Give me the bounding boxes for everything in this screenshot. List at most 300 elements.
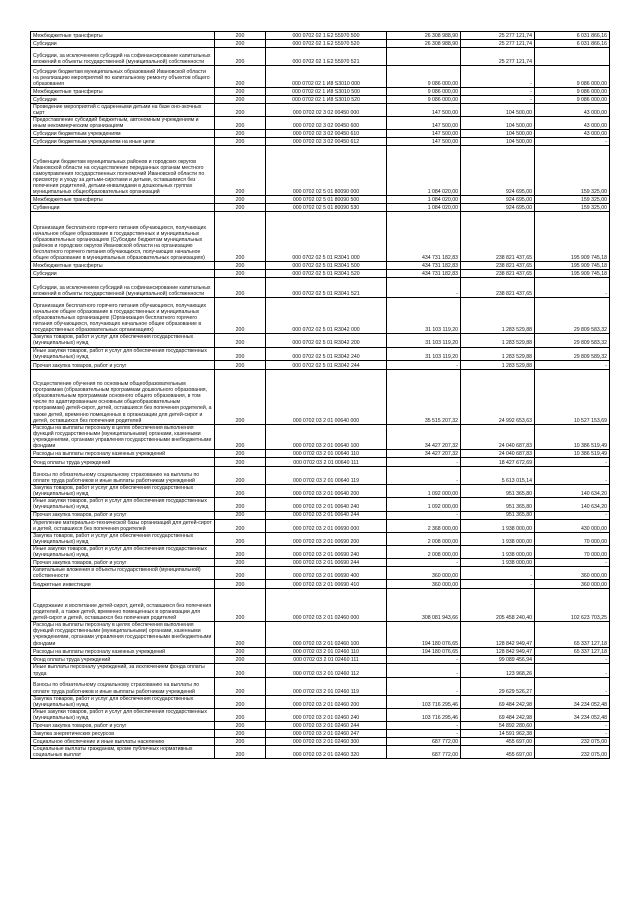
approved-amount-cell: - xyxy=(387,559,461,567)
unexecuted-amount-cell: 232 075,00 xyxy=(535,738,610,746)
table-row xyxy=(31,32,610,40)
expense-name-cell: Межбюджетные трансферты xyxy=(31,196,215,204)
budget-classification-code-cell: 000 0702 02 1 E2 55970 520 xyxy=(266,40,387,48)
executed-amount-cell: - xyxy=(461,580,535,589)
table-row xyxy=(31,96,610,104)
budget-classification-code-cell: 000 0702 03 2 01 02460 300 xyxy=(266,738,387,746)
budget-classification-code-cell: 000 0702 03 2 01 00690 200 xyxy=(266,532,387,545)
table-row xyxy=(31,511,610,519)
line-code-cell: 200 xyxy=(215,48,266,66)
budget-classification-code-cell: 000 0702 03 2 01 02460 000 xyxy=(266,589,387,622)
executed-amount-cell: 24 040 687,83 xyxy=(461,424,535,449)
expense-name-cell: Иные закупки товаров, работ и услуг для обеспечения государственных (муниципальных) нужд xyxy=(31,498,215,511)
executed-amount-cell: 128 842 949,47 xyxy=(461,622,535,647)
line-code-cell: 200 xyxy=(215,622,266,647)
unexecuted-amount-cell: 360 000,00 xyxy=(535,580,610,589)
line-code-cell: 200 xyxy=(215,511,266,519)
table-row xyxy=(31,196,610,204)
executed-amount-cell: - xyxy=(461,96,535,104)
executed-amount-cell: 69 484 242,98 xyxy=(461,708,535,721)
table-row xyxy=(31,204,610,212)
executed-amount-cell: 69 484 242,98 xyxy=(461,695,535,708)
unexecuted-amount-cell: 65 337 127,18 xyxy=(535,647,610,655)
table-row xyxy=(31,647,610,655)
executed-amount-cell: 455 697,00 xyxy=(461,746,535,759)
unexecuted-amount-cell: 9 086 000,00 xyxy=(535,88,610,96)
approved-amount-cell: 434 731 182,83 xyxy=(387,212,461,262)
expense-name-cell: Закупка товаров, работ и услуг для обеспечения государственных (муниципальных) нужд xyxy=(31,334,215,347)
executed-amount-cell: - xyxy=(461,66,535,88)
approved-amount-cell: - xyxy=(387,278,461,298)
approved-amount-cell: 194 180 076,65 xyxy=(387,647,461,655)
budget-classification-code-cell: 000 0702 03 2 01 00690 240 xyxy=(266,545,387,558)
budget-classification-code-cell: 000 0702 02 5 01 R3041 500 xyxy=(266,262,387,270)
expense-name-cell: Расходы на выплаты персоналу в целях обеспечения выполнения функций государственными (муниципальными) органами, казенными учреждениями, органами управления государственными внебюджетными фондами xyxy=(31,622,215,647)
table-row xyxy=(31,589,610,622)
approved-amount-cell: 9 086 000,00 xyxy=(387,96,461,104)
line-code-cell: 200 xyxy=(215,204,266,212)
unexecuted-amount-cell: 6 031 866,16 xyxy=(535,40,610,48)
expense-name-cell: Субвенции xyxy=(31,204,215,212)
expense-name-cell: Субсидии xyxy=(31,270,215,278)
unexecuted-amount-cell: 9 086 000,00 xyxy=(535,96,610,104)
approved-amount-cell: 194 180 076,65 xyxy=(387,622,461,647)
line-code-cell: 200 xyxy=(215,738,266,746)
budget-classification-code-cell: 000 0702 02 5 01 80090 000 xyxy=(266,146,387,196)
approved-amount-cell: 687 772,00 xyxy=(387,738,461,746)
executed-amount-cell: 924 695,00 xyxy=(461,146,535,196)
table-row xyxy=(31,677,610,695)
expense-name-cell: Закупка товаров, работ и услуг для обеспечения государственных (муниципальных) нужд xyxy=(31,532,215,545)
unexecuted-amount-cell: 34 234 052,48 xyxy=(535,695,610,708)
expense-name-cell: Социальное обеспечение и иные выплаты населению xyxy=(31,738,215,746)
approved-amount-cell: 308 081 943,66 xyxy=(387,589,461,622)
line-code-cell: 200 xyxy=(215,708,266,721)
budget-classification-code-cell: 000 0702 02 5 01 80090 500 xyxy=(266,196,387,204)
budget-classification-code-cell: 000 0702 02 1 И8 S3010 000 xyxy=(266,66,387,88)
unexecuted-amount-cell: 70 000,00 xyxy=(535,545,610,558)
budget-classification-code-cell: 000 0702 02 3 02 00450 612 xyxy=(266,138,387,146)
budget-execution-table xyxy=(30,31,610,759)
approved-amount-cell: - xyxy=(387,663,461,677)
unexecuted-amount-cell: - xyxy=(535,655,610,663)
executed-amount-cell: 1 938 000,00 xyxy=(461,545,535,558)
executed-amount-cell: 238 821 437,65 xyxy=(461,212,535,262)
unexecuted-amount-cell: 6 031 866,16 xyxy=(535,32,610,40)
expense-name-cell: Укрепление материально-технической базы организаций для детей-сирот и детей, оставшихся без попечения родителей xyxy=(31,519,215,532)
executed-amount-cell: 951 365,80 xyxy=(461,498,535,511)
executed-amount-cell: 1 283 529,88 xyxy=(461,347,535,360)
line-code-cell: 200 xyxy=(215,130,266,138)
budget-classification-code-cell: 000 0702 03 2 01 02460 240 xyxy=(266,708,387,721)
table-row xyxy=(31,722,610,730)
table-row xyxy=(31,360,610,369)
unexecuted-amount-cell: 195 909 745,18 xyxy=(535,212,610,262)
budget-classification-code-cell: 000 0702 03 2 01 00640 119 xyxy=(266,467,387,485)
table-row xyxy=(31,738,610,746)
approved-amount-cell: 34 427 207,32 xyxy=(387,424,461,449)
expense-name-cell: Закупка товаров, работ и услуг для обеспечения государственных (муниципальных) нужд xyxy=(31,485,215,498)
unexecuted-amount-cell: 360 000,00 xyxy=(535,567,610,580)
executed-amount-cell: 128 842 949,47 xyxy=(461,647,535,655)
line-code-cell: 200 xyxy=(215,369,266,424)
expense-name-cell: Фонд оплаты труда учреждений xyxy=(31,458,215,467)
executed-amount-cell: 951 365,80 xyxy=(461,511,535,519)
executed-amount-cell: 14 591 962,38 xyxy=(461,730,535,738)
unexecuted-amount-cell: 34 234 052,48 xyxy=(535,708,610,721)
unexecuted-amount-cell: - xyxy=(535,730,610,738)
budget-classification-code-cell: 000 0702 03 2 01 02460 110 xyxy=(266,647,387,655)
unexecuted-amount-cell: 159 325,00 xyxy=(535,204,610,212)
line-code-cell: 200 xyxy=(215,347,266,360)
approved-amount-cell: 147 500,00 xyxy=(387,104,461,117)
expense-name-cell: Организация бесплатного горячего питания обучающихся, получающих начальное общее образование в государственных и муниципальных образовательных организациях (Организация бесплатного горячего питания обучающихся, получающих начальное общее образование в государственных образовательных организациях) xyxy=(31,298,215,334)
executed-amount-cell: 104 500,00 xyxy=(461,130,535,138)
expense-name-cell: Субсидии, за исключением субсидий на софинансирование капитальных вложений в объекты государственной (муниципальной) собственности xyxy=(31,278,215,298)
approved-amount-cell: - xyxy=(387,458,461,467)
approved-amount-cell: 2 368 000,00 xyxy=(387,519,461,532)
executed-amount-cell: - xyxy=(461,88,535,96)
table-row xyxy=(31,498,610,511)
approved-amount-cell: - xyxy=(387,511,461,519)
budget-classification-code-cell: 000 0702 02 5 01 R3041 520 xyxy=(266,270,387,278)
line-code-cell: 200 xyxy=(215,746,266,759)
expense-name-cell: Капитальные вложения в объекты государственной (муниципальной) собственности xyxy=(31,567,215,580)
unexecuted-amount-cell: - xyxy=(535,278,610,298)
line-code-cell: 200 xyxy=(215,655,266,663)
expense-name-cell: Осуществление обучения по основным общеобразовательным программам (образовательным программам дошкольного образования, образовательным программам основного общего образования, в том числе по адаптированным основным общеобразовательным программам) детей-сирот, детей, оставшихся без попечения родителей, а также детей, временно помещенных в организации для детей-сирот и детей, оставшихся без попечения родителей xyxy=(31,369,215,424)
unexecuted-amount-cell: 9 086 000,00 xyxy=(535,66,610,88)
executed-amount-cell: 1 283 529,88 xyxy=(461,360,535,369)
line-code-cell: 200 xyxy=(215,117,266,130)
budget-classification-code-cell: 000 0702 03 2 01 00640 200 xyxy=(266,485,387,498)
approved-amount-cell: 31 103 119,20 xyxy=(387,334,461,347)
line-code-cell: 200 xyxy=(215,695,266,708)
expense-name-cell: Иные выплаты персоналу учреждений, за исключением фонда оплаты труда xyxy=(31,663,215,677)
expense-name-cell: Расходы на выплаты персоналу в целях обеспечения выполнения функций государственными (муниципальными) органами, казенными учреждениями, органами управления государственными внебюджетными фондами xyxy=(31,424,215,449)
line-code-cell: 200 xyxy=(215,146,266,196)
budget-classification-code-cell: 000 0702 03 2 01 02460 111 xyxy=(266,655,387,663)
unexecuted-amount-cell: 70 000,00 xyxy=(535,532,610,545)
executed-amount-cell: 1 938 000,00 xyxy=(461,532,535,545)
approved-amount-cell: - xyxy=(387,655,461,663)
line-code-cell: 200 xyxy=(215,138,266,146)
expense-name-cell: Взносы по обязательному социальному страхованию на выплаты по оплате труда работников и иные выплаты работникам учреждений xyxy=(31,467,215,485)
budget-classification-code-cell: 000 0702 02 5 01 80090 530 xyxy=(266,204,387,212)
executed-amount-cell: 238 821 437,65 xyxy=(461,262,535,270)
unexecuted-amount-cell: 29 809 583,32 xyxy=(535,334,610,347)
expense-name-cell: Прочая закупка товаров, работ и услуг xyxy=(31,722,215,730)
budget-classification-code-cell: 000 0702 03 2 01 00640 110 xyxy=(266,450,387,458)
table-row xyxy=(31,622,610,647)
table-row xyxy=(31,104,610,117)
unexecuted-amount-cell: 29 809 589,32 xyxy=(535,347,610,360)
expense-name-cell: Расходы на выплаты персоналу казенных учреждений xyxy=(31,450,215,458)
expense-name-cell: Прочая закупка товаров, работ и услуг xyxy=(31,360,215,369)
executed-amount-cell: 1 938 000,00 xyxy=(461,559,535,567)
budget-classification-code-cell: 000 0702 03 2 01 02460 247 xyxy=(266,730,387,738)
table-row xyxy=(31,708,610,721)
budget-classification-code-cell: 000 0702 02 5 01 R3042 200 xyxy=(266,334,387,347)
expense-name-cell: Предоставление субсидий бюджетным, автономным учреждениям и иным некоммерческим организациям xyxy=(31,117,215,130)
approved-amount-cell xyxy=(387,48,461,66)
budget-classification-code-cell: 000 0702 03 2 01 00690 000 xyxy=(266,519,387,532)
expense-name-cell: Организация бесплатного горячего питания обучающихся, получающих начальное общее образование в государственных и муниципальных образовательных организациях (Субсидии бюджетам муниципальных районов и городских округов Ивановской области на организацию бесплатного горячего питания обучающихся, получающих начальное общее образование в муниципальных образовательных организациях) xyxy=(31,212,215,262)
approved-amount-cell: 434 731 182,83 xyxy=(387,262,461,270)
expense-name-cell: Субсидии xyxy=(31,96,215,104)
approved-amount-cell: 1 092 000,00 xyxy=(387,485,461,498)
unexecuted-amount-cell: 430 000,00 xyxy=(535,519,610,532)
line-code-cell: 200 xyxy=(215,730,266,738)
executed-amount-cell: 1 938 000,00 xyxy=(461,519,535,532)
expense-name-cell: Социальные выплаты гражданам, кроме публичных нормативных социальных выплат xyxy=(31,746,215,759)
budget-classification-code-cell: 000 0702 02 1 E2 55970 500 xyxy=(266,32,387,40)
table-row xyxy=(31,450,610,458)
line-code-cell: 200 xyxy=(215,298,266,334)
line-code-cell: 200 xyxy=(215,262,266,270)
unexecuted-amount-cell: 195 909 745,18 xyxy=(535,270,610,278)
unexecuted-amount-cell: - xyxy=(535,138,610,146)
table-row xyxy=(31,663,610,677)
executed-amount-cell: 455 697,00 xyxy=(461,738,535,746)
line-code-cell: 200 xyxy=(215,32,266,40)
budget-classification-code-cell: 000 0702 03 2 01 00640 111 xyxy=(266,458,387,467)
approved-amount-cell: 35 515 207,32 xyxy=(387,369,461,424)
table-row xyxy=(31,655,610,663)
unexecuted-amount-cell: 159 325,00 xyxy=(535,196,610,204)
line-code-cell: 200 xyxy=(215,519,266,532)
table-row xyxy=(31,580,610,589)
approved-amount-cell: 1 084 020,00 xyxy=(387,204,461,212)
approved-amount-cell: 1 084 020,00 xyxy=(387,146,461,196)
unexecuted-amount-cell: - xyxy=(535,677,610,695)
expense-name-cell: Иные закупки товаров, работ и услуг для обеспечения государственных (муниципальных) нужд xyxy=(31,708,215,721)
line-code-cell: 200 xyxy=(215,580,266,589)
executed-amount-cell: 24 992 653,63 xyxy=(461,369,535,424)
unexecuted-amount-cell: - xyxy=(535,663,610,677)
budget-classification-code-cell: 000 0702 02 1 И8 S3010 500 xyxy=(266,88,387,96)
expense-name-cell: Субсидии бюджетам муниципальных образований Ивановской области на реализацию мероприятий по капитальному ремонту объектов общего образования xyxy=(31,66,215,88)
unexecuted-amount-cell: - xyxy=(535,559,610,567)
expense-name-cell: Расходы на выплаты персоналу казенных учреждений xyxy=(31,647,215,655)
expense-name-cell: Закупка товаров, работ и услуг для обеспечения государственных (муниципальных) нужд xyxy=(31,695,215,708)
unexecuted-amount-cell: - xyxy=(535,722,610,730)
executed-amount-cell: 1 283 529,88 xyxy=(461,298,535,334)
expense-name-cell: Содержание и воспитание детей-сирот, детей, оставшихся без попечения родителей, а также детей, временно помещенных в организации для детей-сирот и детей, оставшихся без попечения родителей xyxy=(31,589,215,622)
executed-amount-cell: 951 365,80 xyxy=(461,485,535,498)
budget-classification-code-cell: 000 0702 03 2 01 02460 112 xyxy=(266,663,387,677)
unexecuted-amount-cell: 140 634,20 xyxy=(535,498,610,511)
approved-amount-cell: 2 008 000,00 xyxy=(387,532,461,545)
budget-classification-code-cell: 000 0702 02 3 02 00450 600 xyxy=(266,117,387,130)
line-code-cell: 200 xyxy=(215,196,266,204)
approved-amount-cell: 9 086 000,00 xyxy=(387,88,461,96)
budget-classification-code-cell: 000 0702 03 2 01 00640 100 xyxy=(266,424,387,449)
expense-name-cell: Взносы по обязательному социальному страхованию на выплаты по оплате труда работников и иные выплаты работникам учреждений xyxy=(31,677,215,695)
executed-amount-cell: 238 821 437,65 xyxy=(461,278,535,298)
executed-amount-cell: 238 821 437,65 xyxy=(461,270,535,278)
executed-amount-cell: 25 277 121,74 xyxy=(461,32,535,40)
line-code-cell: 200 xyxy=(215,722,266,730)
line-code-cell: 200 xyxy=(215,104,266,117)
executed-amount-cell: 924 695,00 xyxy=(461,204,535,212)
executed-amount-cell: 18 427 672,69 xyxy=(461,458,535,467)
unexecuted-amount-cell: 43 000,00 xyxy=(535,130,610,138)
executed-amount-cell: 104 500,00 xyxy=(461,104,535,117)
approved-amount-cell: 31 103 119,20 xyxy=(387,347,461,360)
approved-amount-cell: 31 103 119,20 xyxy=(387,298,461,334)
executed-amount-cell: 1 283 529,88 xyxy=(461,334,535,347)
budget-classification-code-cell: 000 0702 03 2 01 02460 244 xyxy=(266,722,387,730)
approved-amount-cell: - xyxy=(387,360,461,369)
approved-amount-cell: 103 716 295,46 xyxy=(387,708,461,721)
line-code-cell: 200 xyxy=(215,212,266,262)
expense-name-cell: Фонд оплаты труда учреждений xyxy=(31,655,215,663)
line-code-cell: 200 xyxy=(215,589,266,622)
line-code-cell: 200 xyxy=(215,559,266,567)
unexecuted-amount-cell: 43 000,00 xyxy=(535,104,610,117)
table-body xyxy=(31,32,610,759)
expense-name-cell: Субсидии, за исключением субсидий на софинансирование капитальных вложений в объекты государственной (муниципальной) собственности xyxy=(31,48,215,66)
expense-name-cell: Закупка энергетических ресурсов xyxy=(31,730,215,738)
expense-name-cell: Прочая закупка товаров, работ и услуг xyxy=(31,559,215,567)
budget-classification-code-cell: 000 0702 03 2 01 00640 000 xyxy=(266,369,387,424)
table-row xyxy=(31,695,610,708)
budget-classification-code-cell: 000 0702 02 5 01 R3042 000 xyxy=(266,298,387,334)
executed-amount-cell: 123 968,26 xyxy=(461,663,535,677)
approved-amount-cell: - xyxy=(387,730,461,738)
budget-classification-code-cell: 000 0702 03 2 01 00690 400 xyxy=(266,567,387,580)
unexecuted-amount-cell: 159 325,00 xyxy=(535,146,610,196)
approved-amount-cell: 147 500,00 xyxy=(387,130,461,138)
table-row xyxy=(31,467,610,485)
budget-classification-code-cell: 000 0702 02 1 И8 S3010 520 xyxy=(266,96,387,104)
table-row xyxy=(31,519,610,532)
line-code-cell: 200 xyxy=(215,647,266,655)
executed-amount-cell: - xyxy=(461,567,535,580)
budget-classification-code-cell: 000 0702 03 2 01 00690 244 xyxy=(266,559,387,567)
executed-amount-cell: 5 613 015,14 xyxy=(461,467,535,485)
expense-name-cell: Межбюджетные трансферты xyxy=(31,32,215,40)
approved-amount-cell: 360 000,00 xyxy=(387,567,461,580)
approved-amount-cell: 147 500,00 xyxy=(387,117,461,130)
table-row xyxy=(31,559,610,567)
line-code-cell: 200 xyxy=(215,532,266,545)
unexecuted-amount-cell: 10 527 153,69 xyxy=(535,369,610,424)
expense-name-cell: Субвенции бюджетам муниципальных районов и городских округов Ивановской области на осуществление переданных органам местного самоуправления государственных полномочий Ивановской области по присмотру и уходу за детьми-сиротами и детьми, оставшимися без попечения родителей, детьми-инвалидами в дошкольных группах муниципальных общеобразовательных организаций xyxy=(31,146,215,196)
approved-amount-cell: - xyxy=(387,722,461,730)
expense-name-cell: Прочая закупка товаров, работ и услуг xyxy=(31,511,215,519)
line-code-cell: 200 xyxy=(215,360,266,369)
approved-amount-cell: 147 500,00 xyxy=(387,138,461,146)
line-code-cell: 200 xyxy=(215,498,266,511)
expense-name-cell: Бюджетные инвестиции xyxy=(31,580,215,589)
unexecuted-amount-cell: - xyxy=(535,467,610,485)
line-code-cell: 200 xyxy=(215,485,266,498)
table-row xyxy=(31,66,610,88)
table-row xyxy=(31,730,610,738)
expense-name-cell: Проведение мероприятий с одаренными детьми на базе оно-экочных сырт xyxy=(31,104,215,117)
table-row xyxy=(31,278,610,298)
line-code-cell: 200 xyxy=(215,278,266,298)
unexecuted-amount-cell: 232 075,00 xyxy=(535,746,610,759)
approved-amount-cell: 26 308 988,90 xyxy=(387,32,461,40)
table-row xyxy=(31,48,610,66)
table-row xyxy=(31,424,610,449)
executed-amount-cell: 924 695,00 xyxy=(461,196,535,204)
expense-name-cell: Межбюджетные трансферты xyxy=(31,262,215,270)
table-row xyxy=(31,334,610,347)
line-code-cell: 200 xyxy=(215,424,266,449)
table-row xyxy=(31,138,610,146)
table-row xyxy=(31,270,610,278)
table-row xyxy=(31,146,610,196)
table-row xyxy=(31,746,610,759)
table-row xyxy=(31,88,610,96)
budget-classification-code-cell: 000 0702 03 2 01 02460 320 xyxy=(266,746,387,759)
table-row xyxy=(31,567,610,580)
table-row xyxy=(31,347,610,360)
budget-classification-code-cell: 000 0702 02 5 01 R3041 521 xyxy=(266,278,387,298)
unexecuted-amount-cell: 10 386 519,49 xyxy=(535,450,610,458)
table-row xyxy=(31,212,610,262)
expense-name-cell: Субсидии бюджетным учреждениям xyxy=(31,130,215,138)
unexecuted-amount-cell: 43 000,00 xyxy=(535,117,610,130)
table-row xyxy=(31,130,610,138)
table-row xyxy=(31,532,610,545)
expense-name-cell: Субсидии бюджетным учреждениям на иные цели xyxy=(31,138,215,146)
table-row xyxy=(31,117,610,130)
budget-classification-code-cell: 000 0702 03 2 01 02460 100 xyxy=(266,622,387,647)
executed-amount-cell: 54 892 280,60 xyxy=(461,722,535,730)
line-code-cell: 200 xyxy=(215,88,266,96)
table-row xyxy=(31,545,610,558)
unexecuted-amount-cell: 102 623 703,25 xyxy=(535,589,610,622)
expense-name-cell: Субсидии xyxy=(31,40,215,48)
table-row xyxy=(31,262,610,270)
unexecuted-amount-cell: - xyxy=(535,511,610,519)
line-code-cell: 200 xyxy=(215,467,266,485)
executed-amount-cell: 104 500,00 xyxy=(461,138,535,146)
executed-amount-cell: 25 277 121,74 xyxy=(461,40,535,48)
table-row xyxy=(31,369,610,424)
expense-name-cell: Межбюджетные трансферты xyxy=(31,88,215,96)
table-row xyxy=(31,485,610,498)
line-code-cell: 200 xyxy=(215,677,266,695)
line-code-cell: 200 xyxy=(215,567,266,580)
line-code-cell: 200 xyxy=(215,458,266,467)
line-code-cell: 200 xyxy=(215,450,266,458)
budget-classification-code-cell: 000 0702 02 5 01 R3041 000 xyxy=(266,212,387,262)
unexecuted-amount-cell: 29 809 583,32 xyxy=(535,298,610,334)
unexecuted-amount-cell: 10 386 519,49 xyxy=(535,424,610,449)
executed-amount-cell: 24 040 687,83 xyxy=(461,450,535,458)
approved-amount-cell: 103 716 295,46 xyxy=(387,695,461,708)
line-code-cell: 200 xyxy=(215,40,266,48)
executed-amount-cell: 205 458 240,40 xyxy=(461,589,535,622)
unexecuted-amount-cell: 140 634,20 xyxy=(535,485,610,498)
table-row xyxy=(31,40,610,48)
approved-amount-cell: 1 084 020,00 xyxy=(387,196,461,204)
approved-amount-cell: - xyxy=(387,677,461,695)
budget-classification-code-cell: 000 0702 03 2 01 00690 410 xyxy=(266,580,387,589)
approved-amount-cell: 434 731 182,83 xyxy=(387,270,461,278)
line-code-cell: 200 xyxy=(215,545,266,558)
budget-classification-code-cell: 000 0702 03 2 01 00640 244 xyxy=(266,511,387,519)
approved-amount-cell: 2 008 000,00 xyxy=(387,545,461,558)
line-code-cell: 200 xyxy=(215,334,266,347)
executed-amount-cell: 29 629 526,27 xyxy=(461,677,535,695)
